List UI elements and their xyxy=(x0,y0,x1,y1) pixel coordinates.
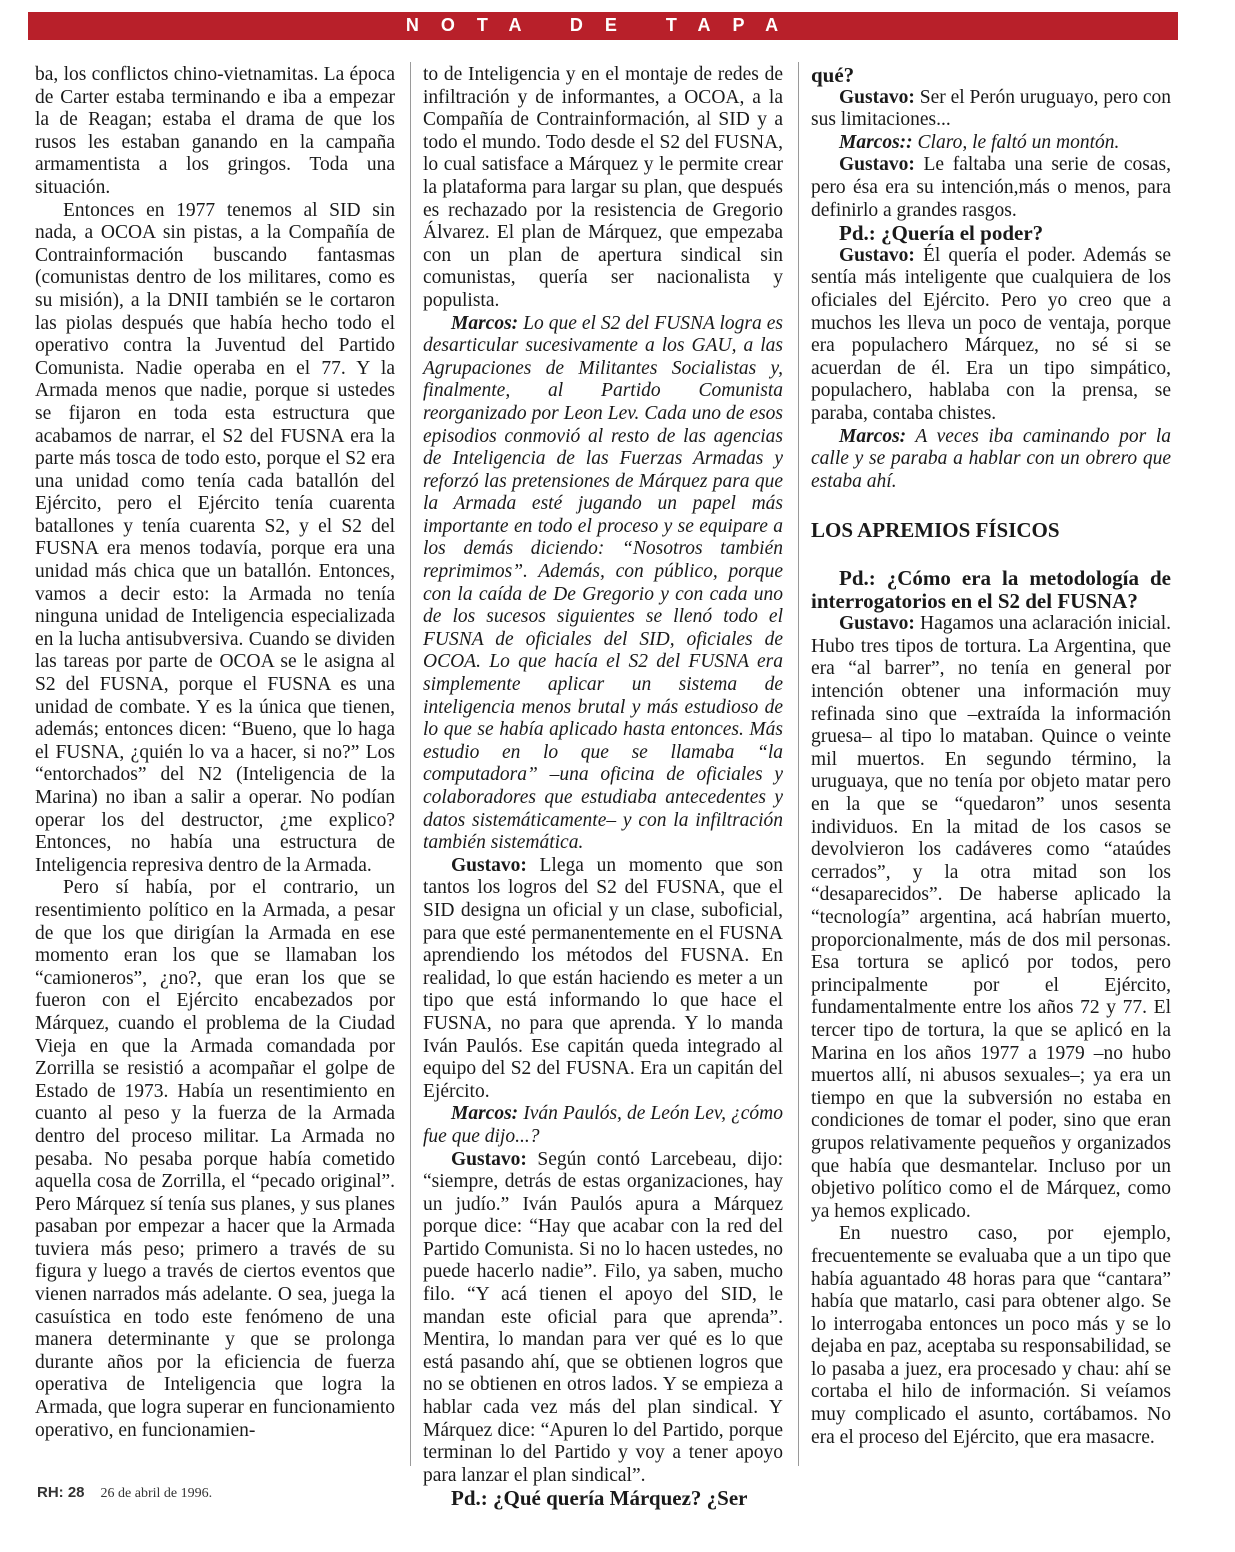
interviewer-question: Pd.: ¿Quería el poder? xyxy=(839,221,1044,246)
column-2 xyxy=(423,64,783,1510)
paragraph: Pero sí había, por el contrario, un resentimiento político en la Armada, a pesar de que los que dirigían la Armada en ese momento eran los que se llamaban los “camioneros”, ¿no?, que eran los que se fueron con el Ejército encabezados por Márquez, cuando el problema de la Ciudad Vieja en que la Armada comandada por Zorrilla se resistió a acompañar el golpe de Estado de 1973. Había un resentimiento en cuanto al peso y la fuerza de la Armada dentro del proceso militar. La Armada no pesaba. No pesaba porque había cometido aquella cosa de Zorrilla, el “pecado original”. Pero Márquez sí tenía sus planes, y sus planes pasaban por empezar a hacer que la Armada tuviera más peso; primero a través de su figura y luego a través de ciertos eventos que vienen narrados más adelante. O sea, juega la casuística en todo este fenómeno de una manera determinante y que se prolonga durante años por la eficiencia de fuerza operativa de Inteligencia que logra la Armada, que logra superar en funcionamiento operativo, en funcionamien- xyxy=(35,877,395,1441)
speaker-name: Marcos: xyxy=(451,312,519,334)
interviewer-question: Pd.: ¿Qué quería Márquez? ¿Ser xyxy=(451,1486,748,1511)
speaker-name: Gustavo: xyxy=(839,154,915,176)
speech-text: Claro, le faltó un montón. xyxy=(912,131,1120,153)
speaker-name: Marcos: xyxy=(451,1103,519,1125)
column-divider xyxy=(410,62,411,1466)
page-number: RH: 28 xyxy=(37,1484,85,1501)
column-3 xyxy=(811,64,1171,1449)
section-banner xyxy=(28,12,1178,40)
speaker-name: Gustavo: xyxy=(839,244,915,266)
speech-text: Le faltaba una serie de cosas, pero ésa era su intención,más o menos, para definirlo a grandes rasgos. xyxy=(811,154,1171,221)
speaker-name: Marcos: xyxy=(839,425,907,447)
interview-paragraph xyxy=(811,245,1171,426)
speaker-name: Gustavo: xyxy=(451,854,527,876)
speech-text: Según contó Larcebeau, dijo: “siempre, detrás de estas organizaciones, hay un judío.” Iván Paulós apura a Márquez porque dice: “Hay que acabar con la red del Partido Comunista. Si no lo hacen ustedes, no puede hacerlo nadie”. Filo, ya saben, mucho filo. “Y acá tienen el apoyo del SID, le mandan este oficial para que aprenda”. Mentira, lo mandan para ver qué es lo que está pasando ahí, que se obtienen logros que no se obtienen en otros lados. Y se empieza a hablar cada vez más del plan sindical. Y Márquez dice: “Apuren lo del Partido, porque terminan lo del Partido y voy a tener apoyo para lanzar el plan sindical”. xyxy=(423,1148,783,1486)
page-footer xyxy=(37,1484,212,1502)
speaker-name: Gustavo: xyxy=(839,613,915,635)
interview-paragraph xyxy=(811,426,1171,494)
paragraph: Entonces en 1977 tenemos al SID sin nada, a OCOA sin pistas, a la Compañía de Contrainformación buscando fantasmas (comunistas dentro de los militares, como es su misión), a la DNII también se le cortaron las piolas después que había hecho todo el operativo contra la Juventud del Partido Comunista. Nadie operaba en el 77. Y la Armada menos que nadie, porque si ustedes se fijaron en toda esta estructura que acabamos de narrar, el S2 del FUSNA era la parte más tosca de todo esto, porque el S2 era una unidad como tenía cada batallón del Ejército, pero el Ejército tenía cuarenta batallones y tenía cuarenta S2, y el S2 del FUSNA era menos todavía, porque era una unidad más chica que un batallón. Entonces, vamos a decir esto: la Armada no tenía ninguna unidad de Inteligencia especializada en la lucha antisubversiva. Cuando se dividen las tareas por parte de OCOA se le asigna al S2 del FUSNA, porque el FUSNA es una unidad de combate. Y es la única que tienen, además; entonces dicen: “Bueno, que lo haga el FUSNA, ¿quién lo va a hacer, si no?” Los “entorchados” del N2 (Inteligencia de la Marina) no iban a salir a operar. No podían operar los del destructor, ¿me explico? Entonces, no había una estructura de Inteligencia represiva dentro de la Armada. xyxy=(35,199,395,876)
interviewer-question: qué? xyxy=(811,63,855,87)
interview-paragraph xyxy=(423,855,783,1104)
speaker-name: Marcos:: xyxy=(839,131,913,153)
speech-text: Hagamos una aclaración inicial. Hubo tres tipos de tortura. La Argentina, que era “al barrer”, no tenía en general por intención obtener una información muy refinada sino que –extraída la información gruesa– al tipo lo mataban. Quince o veinte mil muertos. En segundo término, la uruguaya, que no tenía por objeto matar pero en la que se “quedaron” unos sesenta individuos. En la mitad de los casos se devolvieron los cadáveres como “ataúdes cerrados”, y la otra mitad son los “desaparecidos”. De haberse aplicado la “tecnología” argentina, acá habrían muerto, proporcionalmente, más de dos mil personas. Esa tortura se aplicó por todos, pero principalmente por el Ejército, fundamentalmente entre los años 72 y 77. El tercer tipo de tortura, la que se aplicó en la Marina en los años 1977 a 1979 –no hubo muertos allí, ni abusos sexuales–; ya era un tiempo en que la subversión no estaba en condiciones de tomar el poder, sino que eran grupos relativamente pequeños y organizados que había que desmantelar. Incluso por un objetivo político como el de Márquez, como ya hemos explicado. xyxy=(811,613,1171,1222)
paragraph: En nuestro caso, por ejemplo, frecuentemente se evaluaba que a un tipo que había aguantado 48 horas para que “cantara” había que matarlo, casi para obtener algo. Se lo interrogaba entonces un poco más y se lo dejaba en paz, aceptaba su responsabilidad, se lo pasaba a juez, era procesado y chau: ahí se cortaba el hilo de información. Si veíamos muy complicado el asunto, cortábamos. No era el proceso del Ejército, que era masacre. xyxy=(811,1223,1171,1448)
speech-text: Iván Paulós, de León Lev, ¿cómo fue que dijo...? xyxy=(423,1103,783,1147)
issue-date: 26 de abril de 1996. xyxy=(100,1486,213,1501)
speech-text: Llega un momento que son tantos los logros del S2 del FUSNA, que el SID designa un oficial y un clase, suboficial, para que esté permanentemente en el FUSNA aprendiendo los métodos del FUSNA. En realidad, lo que están haciendo es meter a un tipo que está informando lo que hace el FUSNA, no para que aprenda. Y lo manda Iván Paulós. Ese capitán queda integrado al equipo del S2 del FUSNA. Era un capitán del Ejército. xyxy=(423,854,783,1102)
interview-paragraph xyxy=(811,87,1171,132)
interviewer-question: Pd.: ¿Cómo era la metodología de interrogatorios en el S2 del FUSNA? xyxy=(811,566,1171,614)
interview-paragraph xyxy=(811,154,1171,222)
speech-text: A veces iba caminando por la calle y se paraba a hablar con un obrero que estaba ahí. xyxy=(811,425,1171,492)
section-title: NOTA DE TAPA xyxy=(405,15,801,35)
speech-text: Ser el Perón uruguayo, pero con sus limitaciones... xyxy=(811,86,1171,131)
speaker-name: Gustavo: xyxy=(451,1148,527,1170)
interview-paragraph xyxy=(423,1103,783,1148)
interview-paragraph xyxy=(423,313,783,855)
column-1 xyxy=(35,64,395,1442)
speech-text: Él quería el poder. Además se sentía más inteligente que cualquiera de los oficiales del Ejército. Pero yo creo que a muchos les lleva un poco de ventaja, porque era populachero Márquez, no sé si se acuerdan de él. Era un tipo simpático, populachero, hablaba con la prensa, se paraba, contaba chistes. xyxy=(811,244,1171,424)
section-heading: LOS APREMIOS FÍSICOS xyxy=(811,518,1060,543)
paragraph: ba, los conflictos chino-vietnamitas. La época de Carter estaba terminando e iba a empezar la de Reagan; estaba el drama de que los rusos les estaban ganando en la campaña armamentista a los gringos. Toda una situación. xyxy=(35,64,395,198)
speech-text: Lo que el S2 del FUSNA logra es desarticular sucesivamente a los GAU, a las Agrupaciones de Militantes Socialistas y, finalmente, al Partido Comunista reorganizado por Leon Lev. Cada uno de esos episodios conmovió al resto de las agencias de Inteligencia de las Fuerzas Armadas y reforzó las pretensiones de Márquez para que la Armada esté jugando un papel más importante en todo el proceso y se equipare a los demás diciendo: “Nosotros también reprimimos”. Además, con público, porque con la caída de De Gregorio y con cada uno de los sucesos siguientes se llenó todo el FUSNA de oficiales del SID, oficiales de OCOA. Lo que hacía el S2 del FUSNA era simplemente aplicar un sistema de inteligencia menos brutal y más estudioso de lo que se había aplicado hasta entonces. Más estudio en lo que se llamaba “la computadora” –una oficina de oficiales y colaboradores que estudiaba antecedentes y datos sistemáticamente– y con la infiltración también sistemática. xyxy=(423,312,783,854)
speaker-name: Gustavo: xyxy=(839,86,915,108)
interview-paragraph xyxy=(811,132,1171,155)
interview-paragraph xyxy=(811,613,1171,1223)
column-divider xyxy=(798,62,799,1466)
paragraph: to de Inteligencia y en el montaje de redes de infiltración y de informantes, a OCOA, a la Compañía de Contrainformación, al SID y a todo el mundo. Todo desde el S2 del FUSNA, lo cual satisface a Márquez y le permite crear la plataforma para largar su plan, que después es rechazado por la resistencia de Gregorio Álvarez. El plan de Márquez, que empezaba con un plan de apertura sindical sin comunistas, quería ser nacionalista y populista. xyxy=(423,64,783,311)
interview-paragraph xyxy=(423,1149,783,1488)
